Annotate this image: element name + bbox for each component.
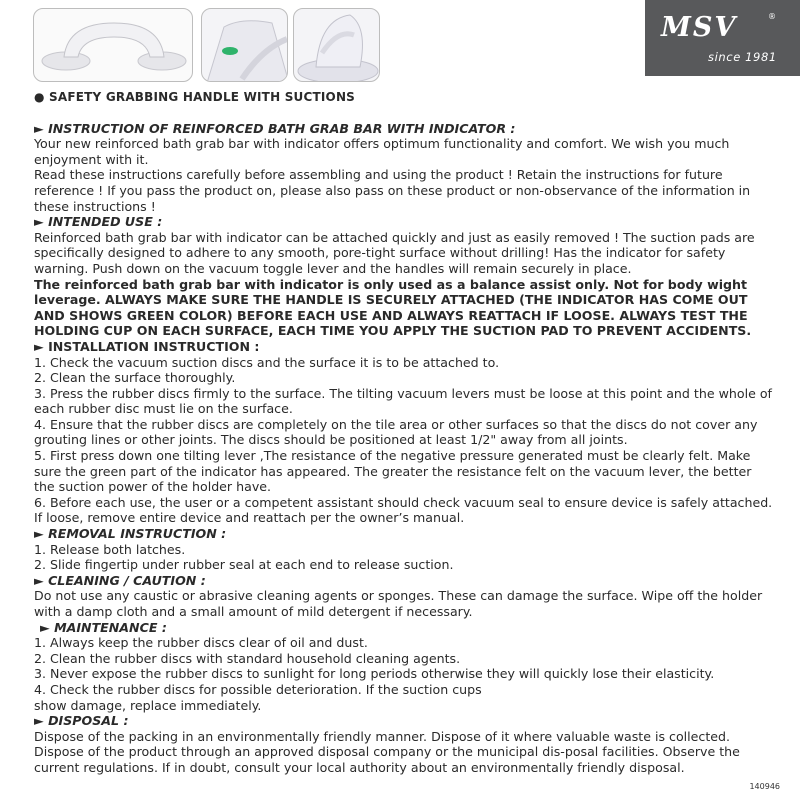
document-title: ● SAFETY GRABBING HANDLE WITH SUCTIONS: [34, 90, 356, 104]
brand-logo: [645, 0, 800, 76]
paragraph: Do not use any caustic or abrasive cleaning agents or sponges. These can damage the surface. Wipe off the holder with a damp cloth and a small amount of mild detergent if necessary.: [34, 588, 763, 619]
paragraph: 3. Press the rubber discs firmly to the surface. The tilting vacuum levers must be loose at this point and the whole of each rubber disc must lie on the surface.: [34, 385, 772, 417]
product-photo-suction-lever: [293, 8, 380, 82]
section-heading: ► INSTRUCTION OF REINFORCED BATH GRAB BAR WITH INDICATOR :: [34, 120, 516, 136]
paragraph: 2. Clean the rubber discs with standard household cleaning agents.: [34, 650, 461, 666]
paragraph: 2. Slide fingertip under rubber seal at each end to release suction.: [34, 557, 454, 573]
paragraph: 1. Release both latches.: [34, 541, 186, 557]
paragraph: Your new reinforced bath grab bar with indicator offers optimum functionality and comfort. We wish you much enjoyment with it.: [34, 136, 730, 167]
section-heading: ► DISPOSAL :: [34, 713, 129, 729]
paragraph: 5. First press down one tilting lever ,The resistance of the negative pressure generated must be clearly felt. Make sure the green part of the indicator has appeared. The greater the resistance felt on the vacuum lever, the better the suction power of the holder have.: [34, 448, 752, 495]
brand-tagline: since 1981: [708, 50, 777, 64]
paragraph: show damage, replace immediately.: [34, 697, 262, 713]
section-heading: ► INSTALLATION INSTRUCTION :: [34, 338, 260, 354]
product-photo-grab-bar: [33, 8, 193, 82]
paragraph: Reinforced bath grab bar with indicator can be attached quickly and just as easily removed ! The suction pads are specifically designed to adhere to any smooth, pore-tight surface without drilling! Has the indicator for safety warning. Push down on the vacuum toggle lever and the handles will remain securely in place.: [34, 229, 755, 276]
section-heading: ► INTENDED USE :: [34, 214, 163, 230]
registered-mark: ®: [768, 12, 776, 21]
paragraph: 1. Check the vacuum suction discs and the surface it is to be attached to.: [34, 354, 500, 370]
product-code: 140946: [749, 782, 780, 791]
section-heading: ► CLEANING / CAUTION :: [34, 572, 206, 588]
product-photo-indicator: [201, 8, 288, 82]
section-heading: ► MAINTENANCE :: [40, 619, 167, 635]
brand-name: MSV: [661, 12, 738, 43]
paragraph: 3. Never expose the rubber discs to sunlight for long periods otherwise they will quickly lose their elasticity.: [34, 666, 715, 682]
section-heading: ► REMOVAL INSTRUCTION :: [34, 526, 227, 542]
warning-paragraph: The reinforced bath grab bar with indicator is only used as a balance assist only. Not for body wight leverage. ALWAYS MAKE SURE THE HANDLE IS SECURELY ATTACHED (THE INDICATOR HAS COME OUT AND SHOWS GREEN COLOR) BEFORE EACH USE AND ALWAYS REATTACH IF LOOSE. ALWAYS TEST THE HOLDING CUP ON EACH SURFACE, EACH TIME YOU APPLY THE SUCTION PAD TO PREVENT ACCIDENTS.: [34, 276, 752, 339]
paragraph: 1. Always keep the rubber discs clear of oil and dust.: [34, 635, 368, 651]
instruction-sections: [34, 121, 774, 776]
paragraph: 6. Before each use, the user or a competent assistant should check vacuum seal to ensure device is safely attached. If loose, remove entire device and reattach per the owner’s manual.: [34, 494, 773, 526]
paragraph: 2. Clean the surface thoroughly.: [34, 370, 236, 386]
paragraph: 4. Ensure that the rubber discs are completely on the tile area or other surfaces so that the discs do not cover any grouting lines or other joints. The discs should be positioned at least 1/2" away from all joints.: [34, 416, 758, 448]
paragraph: 4. Check the rubber discs for possible deterioration. If the suction cups: [34, 681, 482, 697]
paragraph: Read these instructions carefully before assembling and using the product ! Retain the instructions for future reference ! If you pass the product on, please also pass on these product or non-observance of the information in these instructions !: [34, 167, 751, 214]
paragraph: Dispose of the packing in an environmentally friendly manner. Dispose of it where valuable waste is collected. Dispose of the product through an approved disposal company or the municipal dis-posal facilities. Observe the current regulations. If in doubt, consult your local authority about an environmentally friendly disposal.: [34, 728, 740, 775]
instruction-document: [34, 90, 774, 776]
